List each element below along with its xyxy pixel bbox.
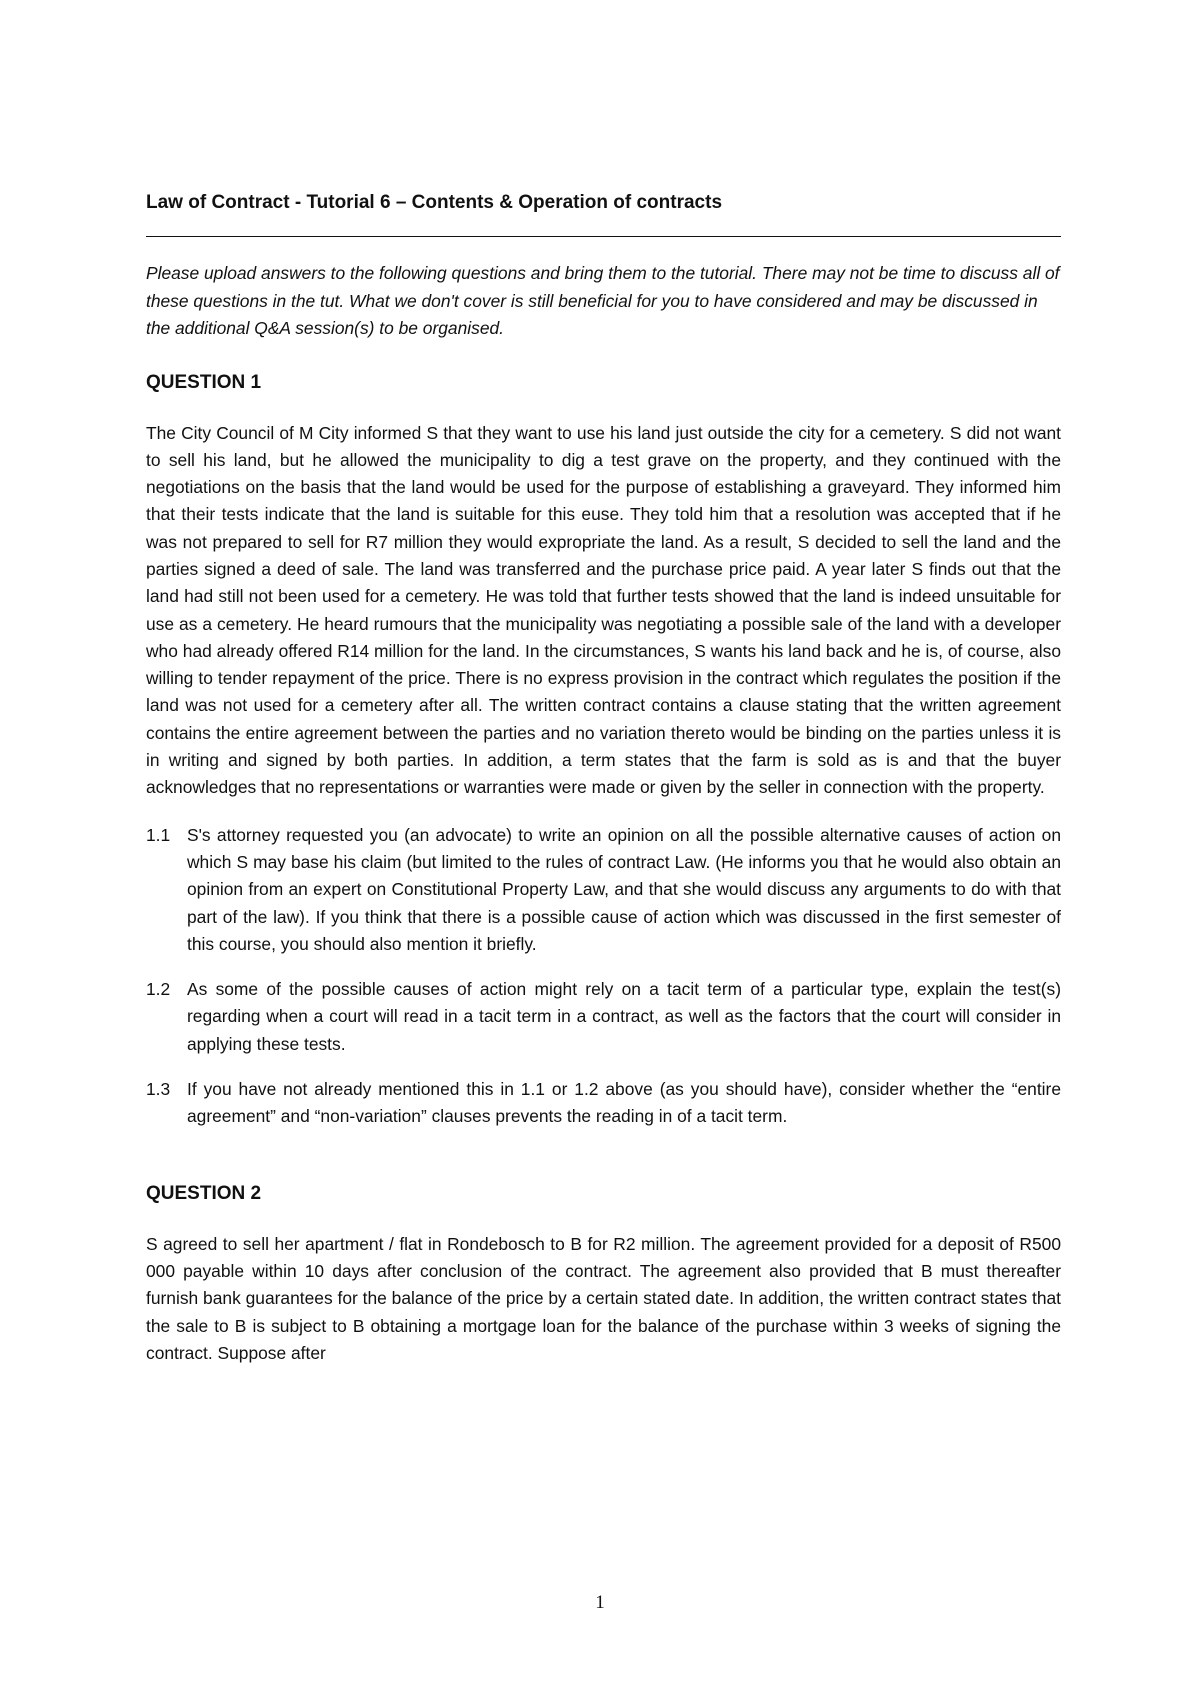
- subquestion-text: If you have not already mentioned this in 1.1 or 1.2 above (as you should have), consider whether the “entire agreement” and “non-variation” clauses prevents the reading in of a tacit term.: [187, 1079, 1061, 1127]
- subquestion-text: S's attorney requested you (an advocate) to write an opinion on all the possible alternative causes of action on which S may base his claim (but limited to the rules of contract Law. (He informs you that he would also obtain an opinion from an expert on Constitutional Property Law, and that she would discuss any arguments to do with that part of the law). If you think that there is a possible cause of action which was discussed in the first semester of this course, you should also mention it briefly.: [187, 824, 1061, 954]
- question-2-heading: QUESTION 2: [146, 1182, 262, 1204]
- subquestion-number: 1.3: [146, 1079, 171, 1100]
- question-1-heading: QUESTION 1: [146, 371, 262, 393]
- subquestion-1-3: [146, 1076, 1061, 1131]
- subquestion-1-1: [146, 822, 1061, 958]
- document-content: [146, 190, 1061, 1367]
- instructions-paragraph: Please upload answers to the following questions and bring them to the tutorial. There may not be time to discuss all of these questions in the tut. What we don't cover is still beneficial for you to have considered and may be discussed in the additional Q&A session(s) to be organised.: [146, 263, 1060, 338]
- page-number: 1: [595, 1592, 605, 1613]
- document-title: Law of Contract - Tutorial 6 – Contents & Operation of contracts: [146, 190, 1061, 237]
- subquestion-text: As some of the possible causes of action might rely on a tacit term of a particular type, explain the test(s) regarding when a court will read in a tacit term in a contract, as well as the factors that the court will consider in applying these tests.: [187, 979, 1061, 1054]
- subquestion-number: 1.2: [146, 979, 171, 1000]
- question-1-body: The City Council of M City informed S that they want to use his land just outside the city for a cemetery. S did not want to sell his land, but he allowed the municipality to dig a test grave on the property, and they continued with the negotiations on the basis that the land would be used for the purpose of establishing a graveyard. They informed him that their tests indicate that the land is suitable for this euse. They told him that a resolution was accepted that if he was not prepared to sell for R7 million they would expropriate the land. As a result, S decided to sell the land and the parties signed a deed of sale. The land was transferred and the purchase price paid. A year later S finds out that the land had still not been used for a cemetery. He was told that further tests showed that the land is indeed unsuitable for use as a cemetery. He heard rumours that the municipality was negotiating a possible sale of the land with a developer who had already offered R14 million for the land. In the circumstances, S wants his land back and he is, of course, also willing to tender repayment of the price. There is no express provision in the contract which regulates the position if the land was not used for a cemetery after all. The written contract contains a clause stating that the written agreement contains the entire agreement between the parties and no variation thereto would be binding on the parties unless it is in writing and signed by both parties. In addition, a term states that the farm is sold as is and that the buyer acknowledges that no representations or warranties were made or given by the seller in connection with the property.: [146, 422, 1061, 798]
- question-1-subquestions: [146, 822, 1061, 1131]
- question-2-body: S agreed to sell her apartment / flat in Rondebosch to B for R2 million. The agreement provided for a deposit of R500 000 payable within 10 days after conclusion of the contract. The agreement also provided that B must thereafter furnish bank guarantees for the balance of the price by a certain stated date. In addition, the written contract states that the sale to B is subject to B obtaining a mortgage loan for the balance of the purchase within 3 weeks of signing the contract. Suppose after: [146, 1233, 1061, 1363]
- subquestion-number: 1.1: [146, 824, 171, 845]
- subquestion-1-2: [146, 976, 1061, 1058]
